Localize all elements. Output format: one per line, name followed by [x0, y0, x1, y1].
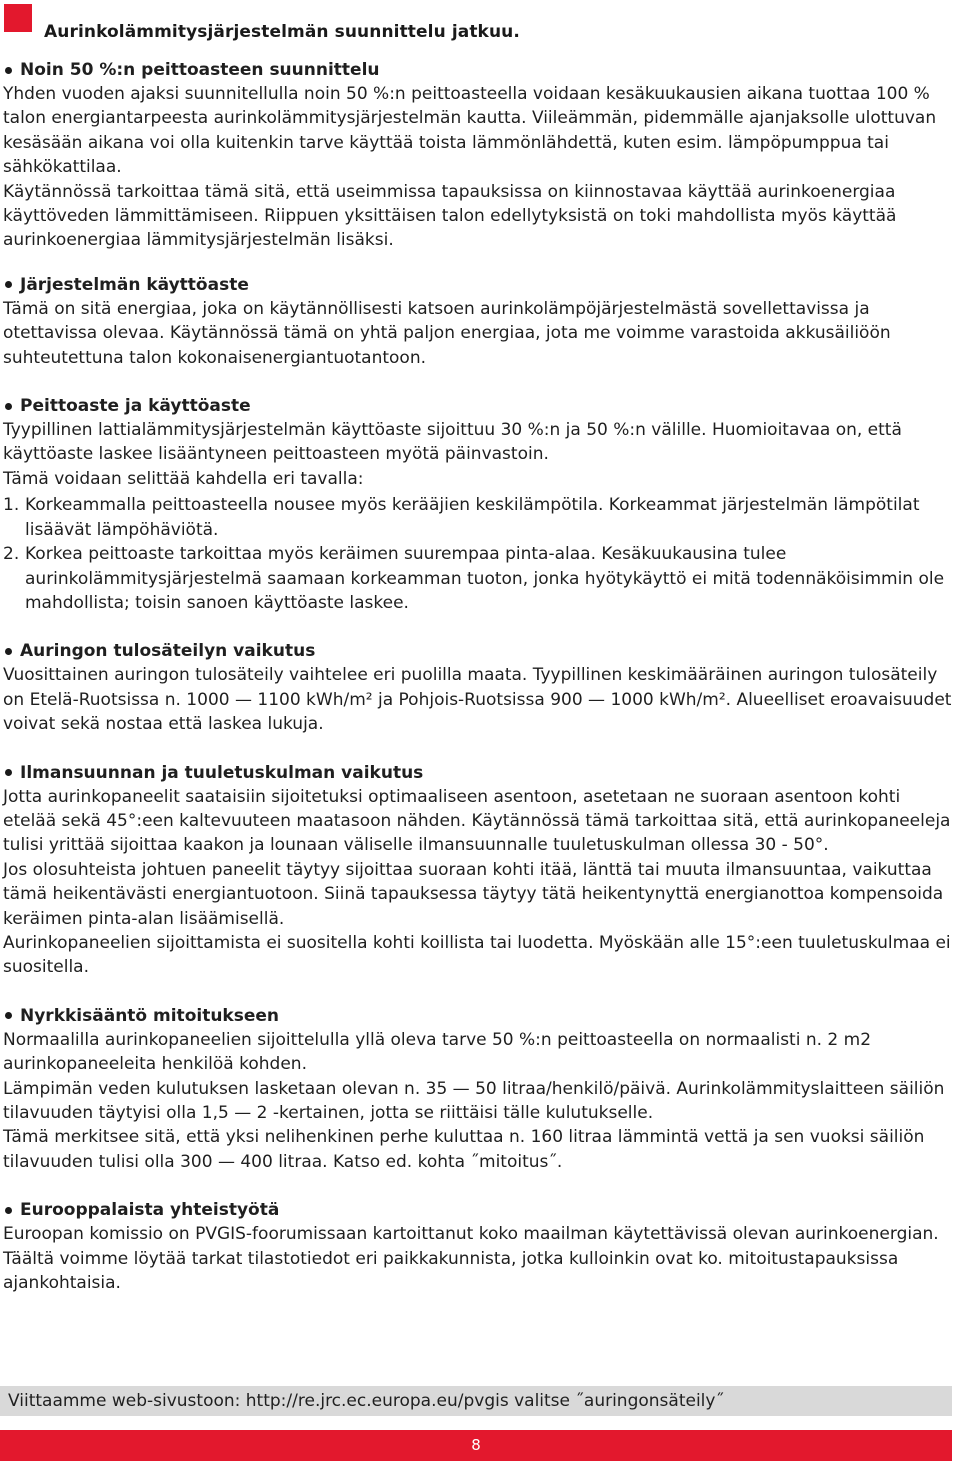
section-heading-text: Eurooppalaista yhteistyötä — [20, 1200, 280, 1221]
bullet-icon — [5, 67, 12, 74]
bullet-icon — [5, 648, 12, 655]
page-header — [4, 4, 520, 40]
section-heading — [3, 273, 953, 297]
list-item — [3, 493, 953, 542]
section-heading — [3, 394, 953, 418]
paragraph: Lämpimän veden kulutuksen lasketaan olevan n. 35 — 50 litraa/henkilö/päivä. Aurinkolämmityslaitteen säiliön tilavuuden täytyisi olla 1,5 — 2 -kertainen, jotta se riittäisi tälle kulutukselle. — [3, 1078, 945, 1123]
section-yhteistyo — [3, 1198, 953, 1295]
paragraph: Yhden vuoden ajaksi suunnitellulla noin 50 %:n peittoasteella voidaan kesäkuukausien aikana tuottaa 100 % talon energiantarpeesta aurinkolämmitysjärjestelmän kautta. Viileämmän, pidemmälle ajanjaksolle ulottuvan kesäsään aikana voi olla kuitenkin tarve käyttää toista lämmönlähdettä, kuten esim. lämpöpumppua tai sähkökattilaa. — [3, 84, 937, 178]
page-number: 8 — [471, 1436, 481, 1454]
paragraph: Käytännössä tarkoittaa tämä sitä, että useimmissa tapauksissa on kiinnostavaa käyttää aurinkoenergiaa käyttöveden lämmittämiseen. Riippuen yksittäisen talon edellytyksistä on toki mahdollista myös käyttää aurinkoenergiaa lämmitysjärjestelmän lisäksi. — [3, 181, 897, 251]
bullet-icon — [5, 281, 12, 288]
bullet-icon — [5, 403, 12, 410]
section-heading — [3, 1004, 953, 1028]
bullet-icon — [5, 1207, 12, 1214]
section-peitto-kaytto — [3, 394, 953, 615]
section-tulosateily — [3, 639, 953, 736]
paragraph: Tyypillinen lattialämmitysjärjestelmän käyttöaste sijoittuu 30 %:n ja 50 %:n välille. Huomioitavaa on, että käyttöaste laskee lisääntyneen peittoasteen myötä päinvastoin. — [3, 420, 902, 465]
section-heading — [3, 761, 953, 785]
list-number: 1. — [3, 495, 20, 516]
section-peittoaste — [3, 58, 953, 253]
section-heading — [3, 639, 953, 663]
paragraph: Jotta aurinkopaneelit saataisiin sijoitetuksi optimaaliseen asentoon, asetetaan ne suoraan asentoon kohti etelää sekä 45°:een kaltevuuteen maatasoon nähden. Käytännössä tämä tarkoittaa sitä, että aurinkopaneeleja tulisi yrittää sijoittaa kaakon ja lounaan väliselle ilmansuunnalle tuuletuskulman ollessa 30 - 50°. — [3, 786, 951, 856]
list-text: Korkea peittoaste tarkoittaa myös keräimen suurempaa pinta-alaa. Kesäkuukausina tulee aurinkolämmitysjärjestelmä saamaan korkeamman tuoton, jonka hyötykäyttö ei mitä todennäköisimmin ole mahdollista; toisin sanoen käyttöaste laskee. — [25, 544, 945, 613]
list-text: Korkeammalla peittoasteella nousee myös kerääjien keskilämpötila. Korkeammat järjestelmän lämpötilat lisäävät lämpöhäviötä. — [25, 495, 920, 540]
brand-square — [4, 4, 32, 32]
paragraph: Euroopan komissio on PVGIS-foorumissaan kartoittanut koko maailman käytettävissä olevan aurinkoenergian. Täältä voimme löytää tarkat tilastotiedot eri paikkakunnista, jotka kulloinkin ovat ko. mitoitustapauksissa ajankohtaisia. — [3, 1224, 939, 1294]
section-ilmansuunta — [3, 761, 953, 980]
section-heading-text: Noin 50 %:n peittoasteen suunnittelu — [20, 60, 380, 80]
paragraph: Aurinkopaneelien sijoittamista ei suositella kohti koillista tai luodetta. Myöskään alle 15°:een tuuletuskulmaa ei suositella. — [3, 932, 951, 978]
section-heading — [3, 58, 953, 82]
page-footer — [0, 1430, 952, 1461]
section-heading-text: Auringon tulosäteilyn vaikutus — [20, 641, 316, 662]
bullet-icon — [5, 1012, 12, 1019]
paragraph: Tämä voidaan selittää kahdella eri tavalla: — [3, 468, 364, 489]
document-body — [3, 58, 953, 1319]
list-item — [3, 542, 953, 615]
paragraph: Tämä on sitä energiaa, joka on käytännöllisesti katsoen aurinkolämpöjärjestelmästä sovellettavissa ja otettavissa olevaa. Käytännössä tämä on yhtä paljon energiaa, jota me voimme varastoida akkusäiliöön suhteutettuna talon kokonaisenergiantuotantoon. — [3, 298, 891, 368]
section-heading — [3, 1198, 953, 1222]
reference-box: Viittaamme web-sivustoon: http://re.jrc.ec.europa.eu/pvgis valitse ˝auringonsäteily˝ — [0, 1386, 952, 1416]
list-number: 2. — [3, 544, 20, 565]
section-heading-text: Nyrkkisääntö mitoitukseen — [20, 1005, 280, 1026]
paragraph: Normaalilla aurinkopaneelien sijoittelulla yllä oleva tarve 50 %:n peittoasteella on normaalisti n. 2 m2 aurinkopaneeleita henkilöä kohden. — [3, 1029, 872, 1075]
paragraph: Jos olosuhteista johtuen paneelit täytyy sijoittaa suoraan kohti itää, länttä tai muuta ilmansuuntaa, vaikuttaa tämä heikentävästi energiantuotoon. Siinä tapauksessa täytyy tätä heikentynyttä energianottoa kompensoida keräimen pinta-alan lisäämisellä. — [3, 859, 944, 929]
page-title: Aurinkolämmitysjärjestelmän suunnittelu jatkuu. — [44, 22, 520, 42]
paragraph: Vuosittainen auringon tulosäteily vaihtelee eri puolilla maata. Tyypillinen keskimääräinen auringon tulosäteily on Etelä-Ruotsissa n. 1000 — 1100 kWh/m² ja Pohjois-Ruotsissa 900 — 1000 kWh/m². Alueelliset eroavaisuudet voivat sekä nostaa että laskea lukuja. — [3, 665, 952, 735]
section-nyrkkisaanto — [3, 1004, 953, 1174]
section-kayttoaste — [3, 273, 953, 370]
paragraph: Tämä merkitsee sitä, että yksi nelihenkinen perhe kuluttaa n. 160 litraa lämmintä vettä ja sen vuoksi säiliön tilavuuden tulisi olla 300 — 400 litraa. Katso ed. kohta ˝mitoitus˝. — [3, 1127, 925, 1172]
bullet-icon — [5, 769, 12, 776]
section-heading-text: Peittoaste ja käyttöaste — [20, 396, 251, 417]
section-heading-text: Ilmansuunnan ja tuuletuskulman vaikutus — [20, 762, 424, 783]
section-heading-text: Järjestelmän käyttöaste — [20, 274, 249, 295]
